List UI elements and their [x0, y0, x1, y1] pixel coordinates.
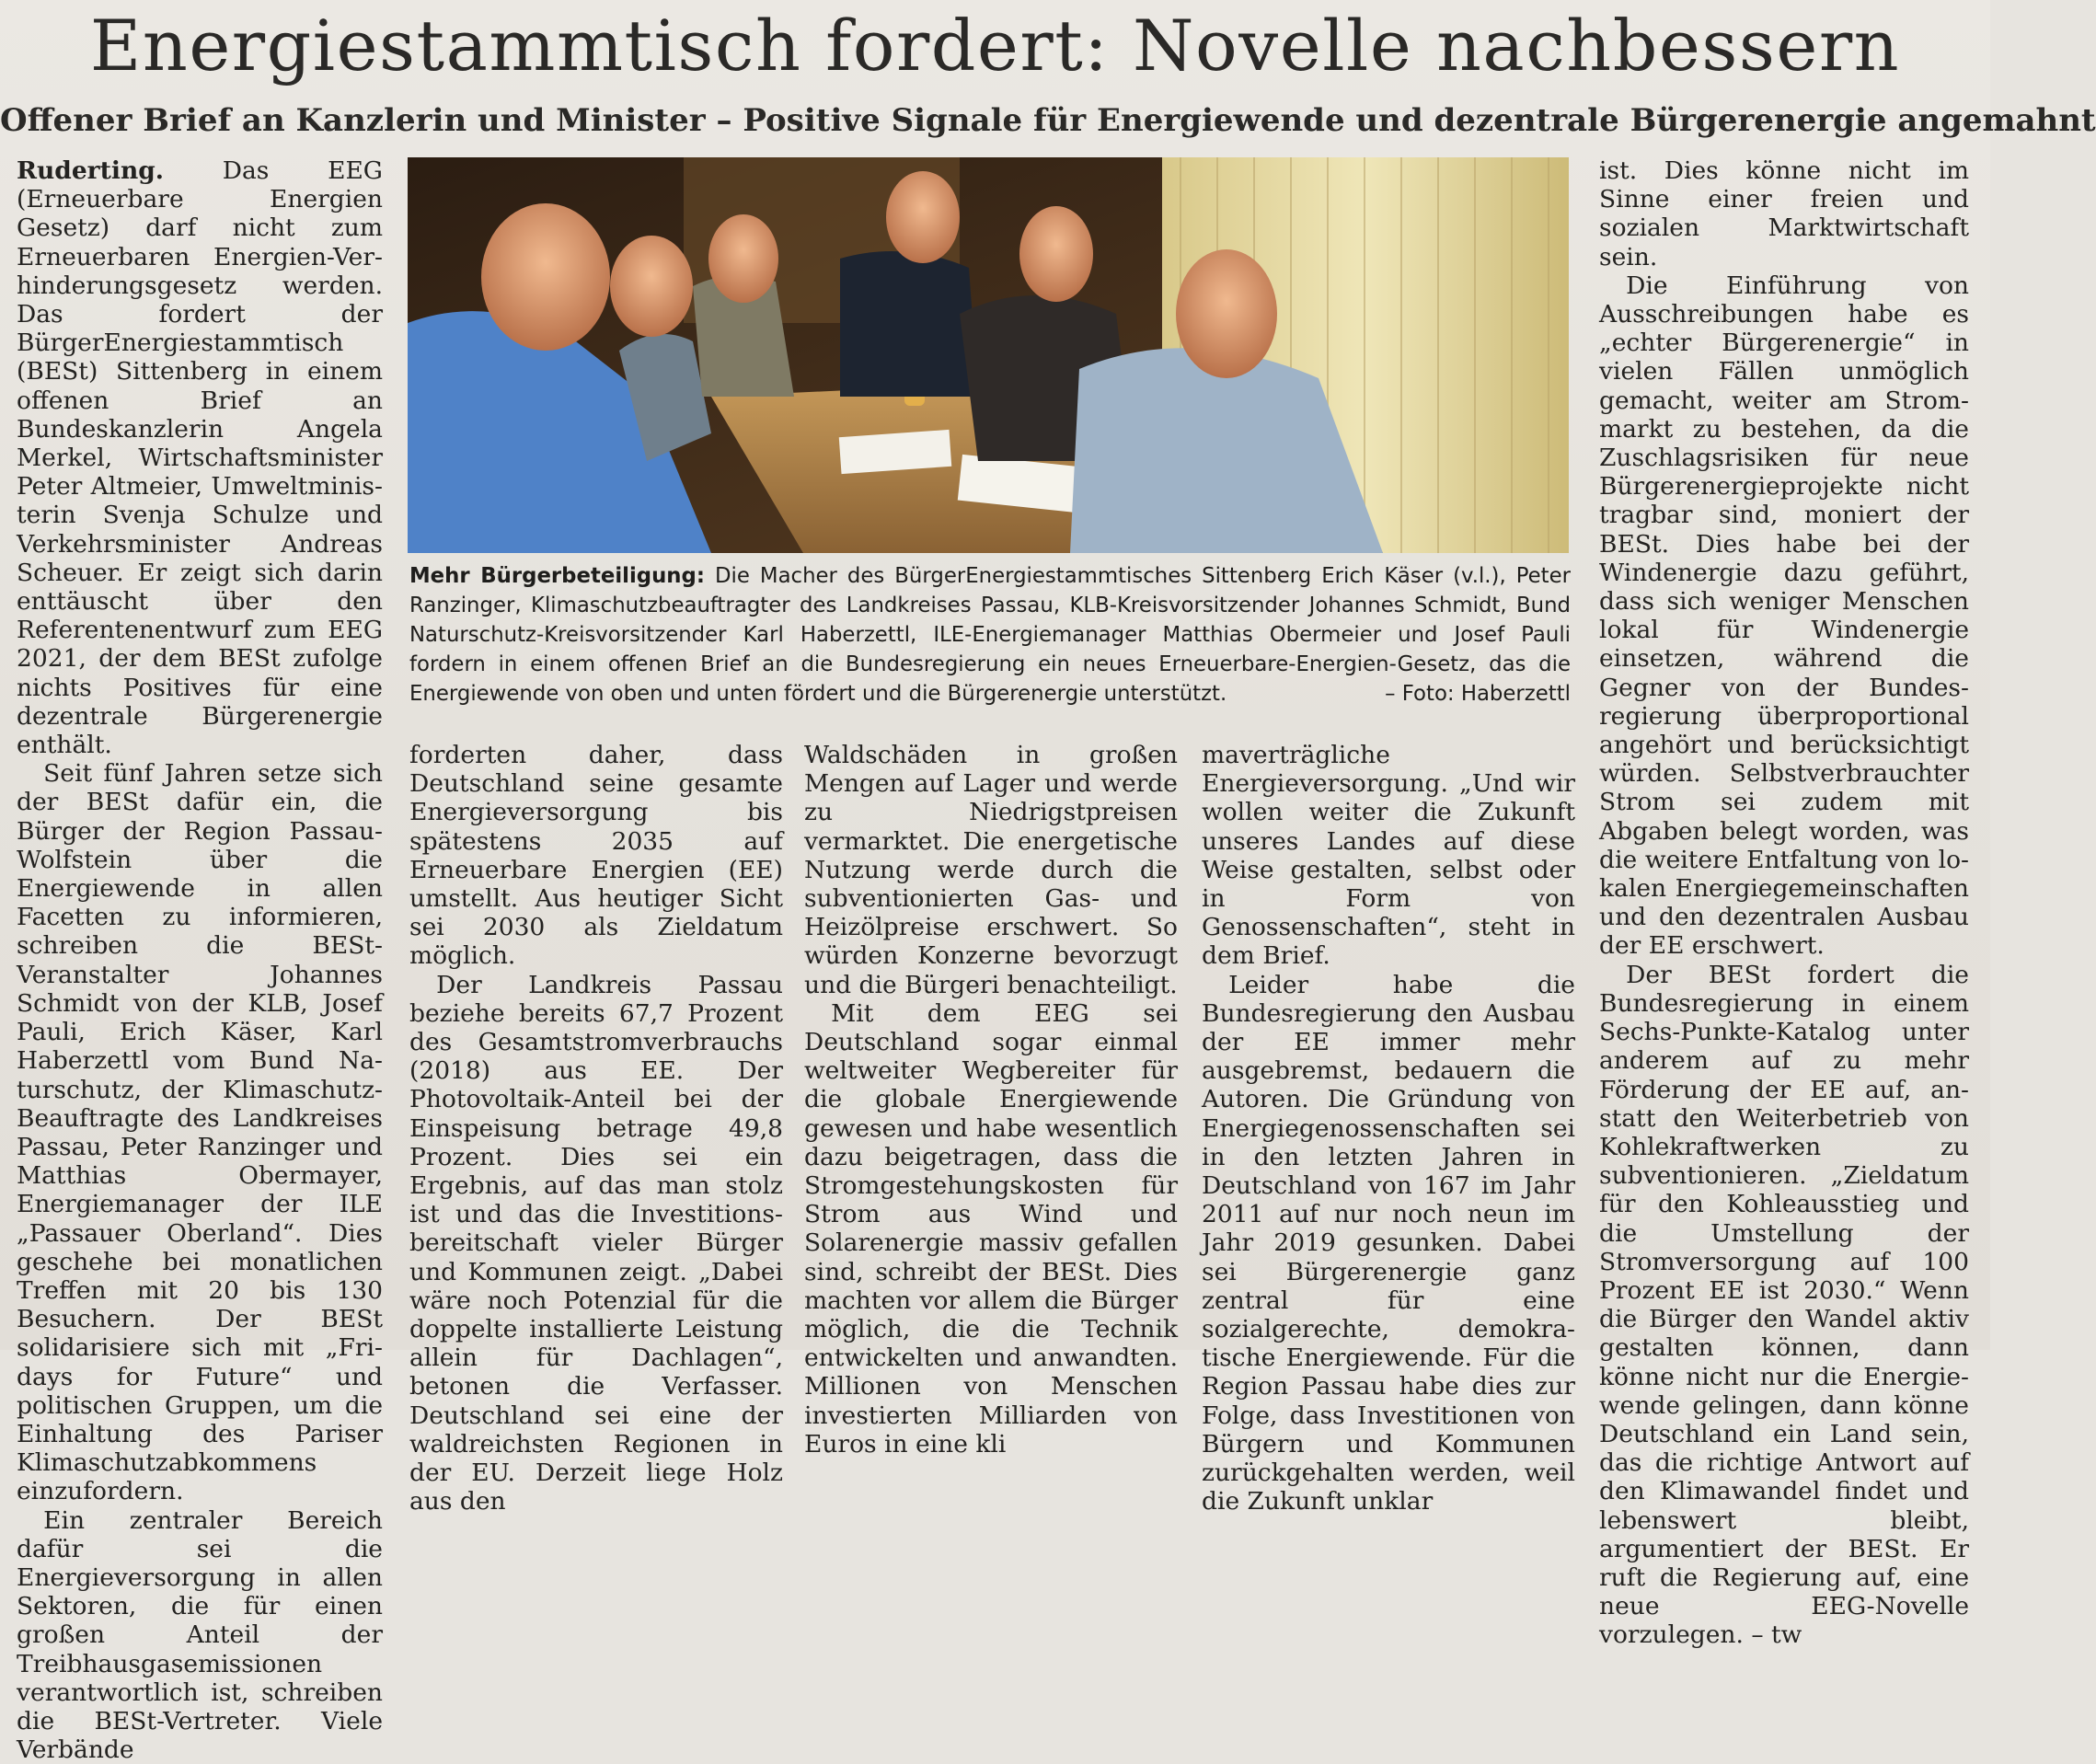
- headline: Energiestammtisch fordert: Novelle nachbessern: [89, 5, 1901, 86]
- caption-lead: Mehr Bürgerbeteiligung:: [409, 564, 705, 588]
- paragraph: Der Landkreis Passau beziehe bereits 67,7 Prozent des Gesamtstromverbrauchs (2018) aus EE. Der Photovoltaik-Anteil bei der Einspeisung betrage 49,8 Prozent. Dies sei ein Ergebnis, auf das man stolz ist und das die Investitionsbereitschaft vieler Bürger und Kommunen zeigt. „Dabei wäre noch Potenzial für die doppelte installierte Leistung allein für Dachlagen“, betonen die Verfasser. Deutschland sei eine der waldreichsten Regionen in der EU. Derzeit liege Holz aus den: [409, 970, 783, 1516]
- paragraph: [17, 156, 383, 759]
- article-photo: [408, 157, 1569, 553]
- dateline: Ruderting.: [17, 156, 164, 185]
- article-column-2: [409, 741, 783, 1516]
- photo-illustration: [408, 157, 1569, 553]
- paragraph: maverträgliche Energieversorgung. „Und wir wollen weiter die Zukunft unseres Landes auf diese Weise gestalten, selbst oder in Form von Genossenschaften“, steht in dem Brief.: [1202, 741, 1575, 971]
- paragraph: Waldschäden in großen Mengen auf Lager und werde zu Niedrigstpreisen vermarktet. Die energetische Nutzung werde durch die subventionierten Gas- und Heizölpreise erschwert. So würden Konzerne bevorzugt und die Bürgeri benachteiligt.: [804, 741, 1178, 999]
- paragraph: [1599, 961, 1969, 1650]
- paragraph: Ein zentraler Bereich dafür sei die Energieversorgung in allen Sektoren, die für einen großen Anteil der Treibhausgasemissionen verantwortlich ist, schreiben die BESt-Vertreter. Viele Verbände: [17, 1505, 383, 1764]
- article-column-3: [804, 741, 1178, 1458]
- paragraph: Leider habe die Bundesregierung den Ausbau der EE immer mehr ausgebremst, bedauern die Autoren. Die Gründung von Energiegenossenschaften sei in den letzten Jahren in Deutschland von 167 im Jahr 2011 auf nur noch neun im Jahr 2019 gesunken. Dabei sei Bürgerenergie ganz zentral für eine sozialgerechte, demokratische Energiewende. Für die Region Passau habe dies zur Folge, dass Investitionen von Bürgern und Kommunen zurückgehalten werden, weil die Zukunft unklar: [1202, 970, 1575, 1516]
- article-column-1: [17, 156, 383, 1764]
- author-signature: – tw: [1751, 1620, 1802, 1650]
- photo-credit: – Foto: Haberzettl: [1385, 682, 1571, 706]
- paragraph: Seit fünf Jahren setze sich der BESt dafür ein, die Bürger der Region Passau-Wolfstein über die Energiewende in allen Facetten zu informieren, schreiben die BESt-Veranstalter Johannes Schmidt von der KLB, Josef Pauli, Erich Käser, Karl Haberzettl vom Bund Naturschutz, der Klimaschutz-Beauftragte des Landkreises Passau, Peter Ranzinger und Matthias Obermayer, Energiemanager der ILE „Passauer Oberland“. Dies geschehe bei monatlichen Treffen mit 20 bis 130 Besuchern. Der BESt solidarisiere sich mit „Fridays for Future“ und politischen Gruppen, um die Einhaltung des Pariser Klimaschutzabkommens einzufordern.: [17, 759, 383, 1506]
- article-column-4: [1202, 741, 1575, 1516]
- paragraph: forderten daher, dass Deutschland seine gesamte Energieversorgung bis spätestens 2035 auf Erneuerbare Energien (EE) umstellt. Aus heutiger Sicht sei 2030 als Zieldatum möglich.: [409, 741, 783, 971]
- article-column-5: [1599, 156, 1969, 1650]
- subheadline: Offener Brief an Kanzlerin und Minister – Positive Signale für Energiewende und dezentrale Bürgerenergie angemahnt: [0, 102, 2096, 139]
- paragraph-text: Das EEG (Erneuerbare Energien Gesetz) darf nicht zum Erneuerbaren Energien-Verhinderungsgesetz werden. Das fordert der BürgerEnergiestammtisch (BESt) Sittenberg in einem offenen Brief an Bundeskanzlerin Angela Merkel, Wirtschaftsminister Peter Altmeier, Umweltministerin Svenja Schulze und Verkehrsminister Andreas Scheuer. Er zeigt sich darin enttäuscht über den Referentenentwurf zum EEG 2021, der dem BESt zufolge nichts Positives für eine dezentrale Bürgerenergie enthält.: [17, 156, 383, 760]
- paragraph: Mit dem EEG sei Deutschland sogar einmal weltweiter Wegbereiter für die globale Energiewende gewesen und habe wesentlich dazu beigetragen, dass die Stromgestehungskosten für Strom aus Wind und Solarenergie massiv gefallen sind, schreibt der BESt. Dies machten vor allem die Bürger möglich, die die Technik entwickelten und anwandten. Millionen von Menschen investierten Milliarden von Euros in eine kli: [804, 998, 1178, 1458]
- paragraph: Die Einführung von Ausschreibungen habe es „echter Bürgerenergie“ in vielen Fällen unmöglich gemacht, weiter am Strommarkt zu bestehen, da die Zuschlagsrisiken für neue Bürgerenergieprojekte nicht tragbar sind, moniert der BESt. Dies habe bei der Windenergie dazu geführt, dass sich weniger Menschen lokal für Windenergie einsetzen, während die Gegner von der Bundesregierung überproportional angehört und berücksichtigt würden. Selbstverbrauchter Strom sei zudem mit Abgaben belegt worden, was die weitere Entfaltung von lokalen Energiegemeinschaften und den dezentralen Ausbau der EE erschwert.: [1599, 271, 1969, 961]
- paragraph: ist. Dies könne nicht im Sinne einer freien und sozialen Marktwirtschaft sein.: [1599, 156, 1969, 271]
- photo-caption: [409, 561, 1571, 709]
- caption-text: Die Macher des BürgerEnergiestammtisches Sittenberg Erich Käser (v.l.), Peter Ranzinger, Klimaschutzbeauftragter des Landkreises Passau, KLB-Kreisvorsitzender Johannes Schmidt, Bund Naturschutz-Kreisvorsitzender Karl Haberzettl, ILE-Energiemanager Matthias Obermeier und Josef Pauli fordern in einem offenen Brief an die Bundesregierung ein neues Erneuerbare-Energien-Gesetz, das die Energiewende von oben und unten fördert und die Bürgerenergie unterstützt.: [409, 564, 1571, 706]
- paragraph-text: Der BESt fordert die Bundesregierung in einem Sechs-Punkte-Katalog unter anderem auf zu mehr Förderung der EE auf, anstatt den Weiterbetrieb von Kohlekraftwerken zu subventionieren. „Zieldatum für den Kohleausstieg und die Umstellung der Stromversorgung auf 100 Prozent EE ist 2030.“ Wenn die Bürger den Wandel aktiv gestalten können, dann könne nicht nur die Energiewende gelingen, dann könne Deutschland ein Land sein, das die richtige Antwort auf den Klimawandel findet und lebenswert bleibt, argumentiert der BESt. Er ruft die Regierung auf, eine neue EEG-Novelle vorzulegen.: [1599, 960, 1969, 1650]
